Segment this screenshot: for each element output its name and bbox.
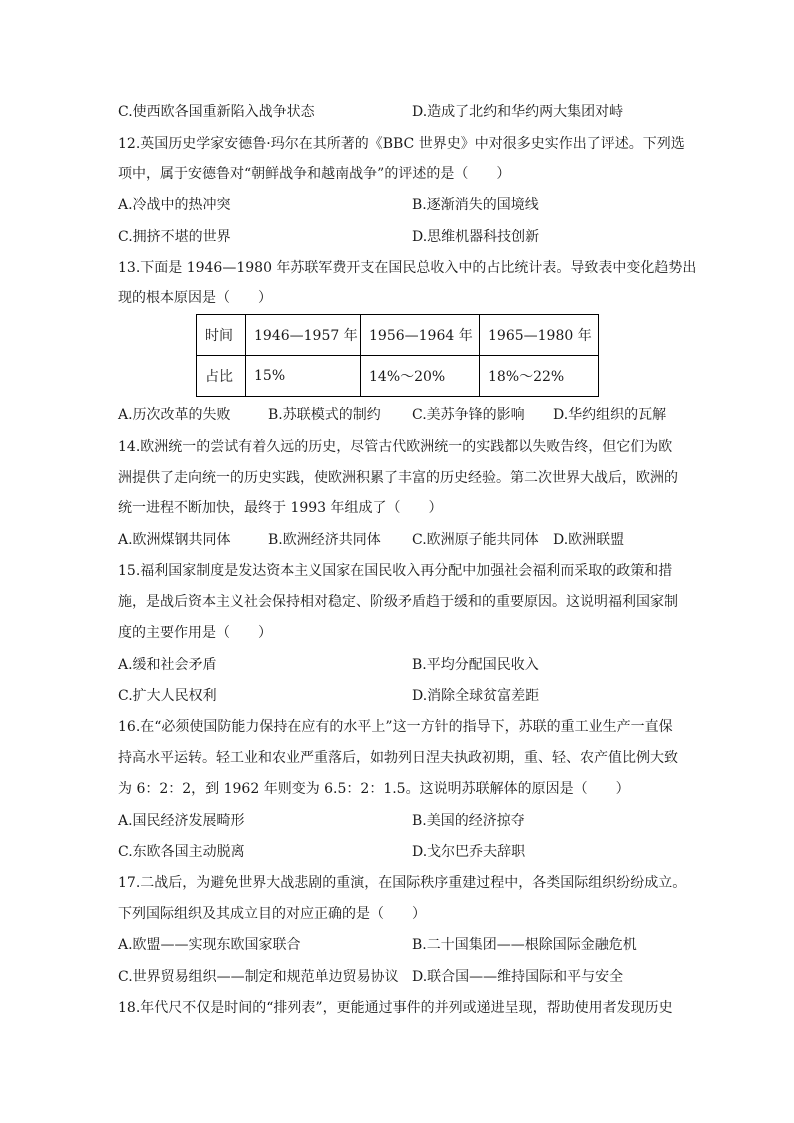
q16-stem-line3: 为 6：2：2，到 1962 年则变为 6.5：2：1.5。这说明苏联解体的原因是（ ） bbox=[118, 781, 630, 797]
q18-stem-line1: 18.年代尺不仅是时间的“排列表”，更能通过事件的并列或递进呈现，帮助使用者发现历史 bbox=[118, 1000, 673, 1016]
table-cell: 1956—1964 年 bbox=[361, 315, 480, 356]
q13-option-a: A.历次改革的失败 bbox=[118, 407, 231, 423]
q17-option-d: D.联合国——维持国际和平与安全 bbox=[412, 969, 624, 985]
q14-stem-line3: 统一进程不断加快，最终于 1993 年组成了（ ） bbox=[118, 500, 443, 516]
q17-option-b: B.二十国集团——根除国际金融危机 bbox=[412, 937, 637, 953]
q17-stem-line2: 下列国际组织及其成立目的对应正确的是（ ） bbox=[118, 906, 426, 922]
q15-option-c: C.扩大人民权利 bbox=[118, 688, 217, 704]
q15-stem-line2: 施，是战后资本主义社会保持相对稳定、阶级矛盾趋于缓和的重要原因。这说明福利国家制 bbox=[118, 594, 678, 610]
table-header-row bbox=[197, 315, 599, 356]
q14-option-a: A.欧洲煤钢共同体 bbox=[118, 532, 231, 548]
q12-option-c: C.拥挤不堪的世界 bbox=[118, 229, 231, 245]
q12-option-b: B.逐渐消失的国境线 bbox=[412, 197, 539, 213]
table-cell: 时间 bbox=[197, 315, 246, 356]
q13-option-d: D.华约组织的瓦解 bbox=[553, 407, 667, 423]
q16-stem-line2: 持高水平运转。轻工业和农业严重落后，如勃列日涅夫执政初期，重、轻、农产值比例大致 bbox=[118, 750, 678, 766]
q13-option-c: C.美苏争锋的影响 bbox=[412, 407, 525, 423]
q17-option-a: A.欧盟——实现东欧国家联合 bbox=[118, 937, 301, 953]
q17-stem-line1: 17.二战后，为避免世界大战悲剧的重演，在国际秩序重建过程中，各类国际组织纷纷成立。 bbox=[118, 875, 687, 891]
q17-option-c: C.世界贸易组织——制定和规范单边贸易协议 bbox=[118, 969, 399, 985]
q16-option-a: A.国民经济发展畸形 bbox=[118, 813, 245, 829]
q11-option-d: D.造成了北约和华约两大集团对峙 bbox=[412, 104, 624, 120]
q12-option-d: D.思维机器科技创新 bbox=[412, 229, 540, 245]
q16-option-b: B.美国的经济掠夺 bbox=[412, 813, 525, 829]
q13-stem-line2: 现的根本原因是（ ） bbox=[118, 290, 272, 306]
table-cell: 1965—1980 年 bbox=[480, 315, 599, 356]
table-cell: 占比 bbox=[197, 356, 246, 397]
q16-option-d: D.戈尔巴乔夫辞职 bbox=[412, 844, 526, 860]
q15-stem-line1: 15.福利国家制度是发达资本主义国家在国民收入再分配中加强社会福利而采取的政策和措 bbox=[118, 563, 673, 579]
q14-stem-line1: 14.欧洲统一的尝试有着久远的历史，尽管古代欧洲统一的实践都以失败告终，但它们为欧 bbox=[118, 439, 673, 455]
table-cell: 15% bbox=[246, 356, 361, 397]
q14-option-c: C.欧洲原子能共同体 bbox=[412, 532, 539, 548]
q13-stem-line1: 13.下面是 1946—1980 年苏联军费开支在国民总收入中的占比统计表。导致表中变化趋势出 bbox=[118, 260, 697, 276]
q14-stem-line2: 洲提供了走向统一的历史实践，使欧洲积累了丰富的历史经验。第二次世界大战后，欧洲的 bbox=[118, 470, 678, 486]
q12-option-a: A.冷战中的热冲突 bbox=[118, 197, 231, 213]
q13-option-b: B.苏联模式的制约 bbox=[268, 407, 381, 423]
q15-option-b: B.平均分配国民收入 bbox=[412, 657, 539, 673]
table-cell: 14%～20% bbox=[361, 356, 480, 397]
table-cell: 18%～22% bbox=[480, 356, 599, 397]
q16-stem-line1: 16.在“必须使国防能力保持在应有的水平上”这一方针的指导下，苏联的重工业生产一直保 bbox=[118, 719, 673, 735]
q12-stem-line2: 项中，属于安德鲁对“朝鲜战争和越南战争”的评述的是（ ） bbox=[118, 166, 511, 182]
q14-option-d: D.欧洲联盟 bbox=[553, 532, 625, 548]
q14-option-b: B.欧洲经济共同体 bbox=[268, 532, 381, 548]
q15-option-d: D.消除全球贫富差距 bbox=[412, 688, 540, 704]
q15-stem-line3: 度的主要作用是（ ） bbox=[118, 625, 272, 641]
q11-option-c: C.使西欧各国重新陷入战争状态 bbox=[118, 104, 315, 120]
q13-data-table bbox=[196, 314, 599, 397]
q15-option-a: A.缓和社会矛盾 bbox=[118, 657, 217, 673]
q12-stem-line1: 12.英国历史学家安德鲁·玛尔在其所著的《BBC 世界史》中对很多史实作出了评述。下列选 bbox=[118, 136, 685, 152]
table-cell: 1946—1957 年 bbox=[246, 315, 361, 356]
table-row bbox=[197, 356, 599, 397]
q16-option-c: C.东欧各国主动脱离 bbox=[118, 844, 245, 860]
